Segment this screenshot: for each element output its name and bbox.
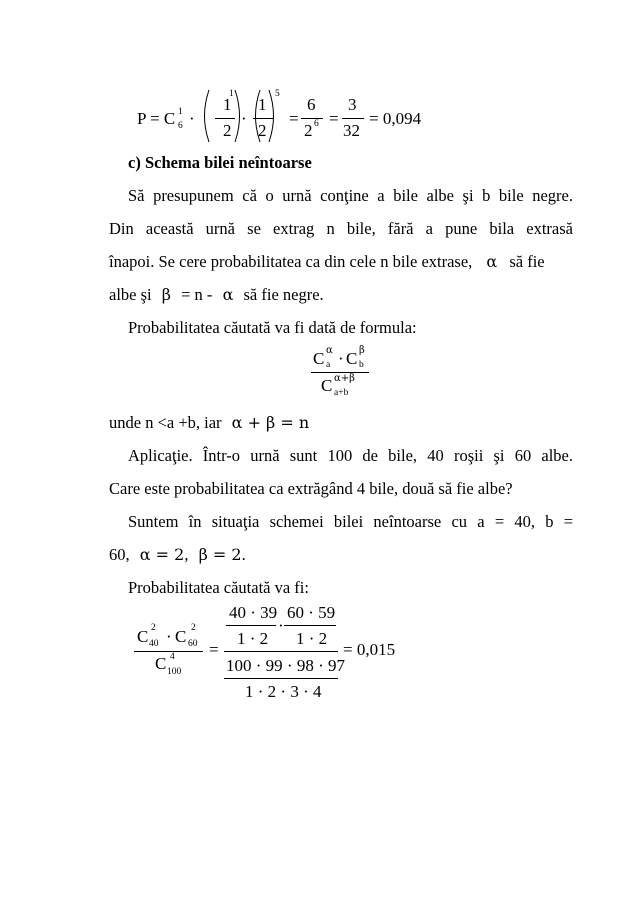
frac2-denominator: 2 — [258, 121, 267, 140]
situation-comma: , — [184, 545, 189, 564]
para1-line1: Să presupunem că o urnă conţine a bile albe şi b bile negre. — [128, 186, 573, 205]
f2-c1-sub: a — [326, 360, 331, 370]
application-line1: Aplicaţie. Într-o urnă sunt 100 de bile, 40 roşii şi 60 albe. — [128, 446, 573, 465]
formula-lhs: P = C — [137, 109, 176, 128]
f3-result: = 0,015 — [343, 640, 396, 659]
frac4-denominator: 32 — [343, 121, 360, 140]
f3-n2-bar — [284, 625, 336, 626]
f3-d-num: 100 · 99 · 98 · 97 — [226, 656, 345, 675]
f3-lhs-bar — [134, 651, 203, 652]
situation-line2-text: 60, — [109, 545, 130, 564]
situation-line2 — [109, 545, 246, 565]
equals-1: = — [289, 109, 299, 128]
frac1-denominator: 2 — [223, 121, 232, 140]
f2-den-c: C — [321, 376, 333, 395]
f3-den-sub: 100 — [167, 667, 182, 677]
frac2-numerator: 1 — [258, 95, 267, 114]
f3-n1-bar — [226, 625, 276, 626]
para2: Probabilitatea căutată va fi dată de formula: — [128, 318, 417, 337]
equals-2: = — [329, 109, 339, 128]
formula1-result: = 0,094 — [369, 109, 422, 128]
f3-c2-sup: 2 — [191, 623, 196, 633]
frac3-denominator-base: 2 — [304, 121, 313, 140]
para3: Probabilitatea căutată va fi: — [128, 578, 309, 597]
f3-n1-den: 1 · 2 — [237, 629, 269, 648]
frac4-bar — [342, 118, 364, 119]
f3-den-c: C — [155, 654, 167, 673]
formula-c-subscript: 6 — [178, 121, 183, 131]
exp1: 1 — [229, 89, 234, 99]
f3-n2-den: 1 · 2 — [296, 629, 328, 648]
f3-c2-sub: 60 — [188, 639, 198, 649]
f3-n-dot: · — [278, 616, 284, 635]
formula-c-superscript: 1 — [178, 107, 183, 117]
beta-symbol: β — [161, 285, 171, 304]
f2-den-sub: a+b — [334, 388, 349, 398]
f2-c2-sup: β — [359, 345, 365, 356]
para1-line2: Din această urnă se extrag n bile, fără a pune bila extrasă — [109, 219, 573, 238]
formula-dot: · — [189, 109, 195, 128]
para1-line3 — [109, 252, 573, 272]
f3-dot: · — [166, 627, 172, 646]
f2-c1-sup: α — [326, 345, 333, 356]
para1-line4-end: să fie negre. — [243, 285, 324, 304]
situation-alpha: α = 2 — [139, 545, 185, 564]
f3-d-den: 1 · 2 · 3 · 4 — [245, 682, 322, 701]
formula-dot-2: · — [241, 109, 247, 128]
f3-n2-num: 60 · 59 — [287, 603, 336, 622]
situation-beta: β = 2 — [198, 545, 242, 564]
application-line2: Care este probabilitatea ca extrăgând 4 bile, două să fie albe? — [109, 479, 513, 498]
frac1-numerator: 1 — [223, 95, 232, 114]
f2-c2-sub: b — [359, 360, 364, 370]
exp2: 5 — [275, 89, 280, 99]
f3-c1-sub: 40 — [149, 639, 159, 649]
f3-d-bar — [224, 678, 338, 679]
f2-c1: C — [313, 349, 325, 368]
alpha-symbol: α — [486, 252, 498, 271]
frac4-numerator: 3 — [348, 95, 357, 114]
f2-dot: · — [338, 349, 344, 368]
condition-expr: α + β = n — [231, 413, 310, 432]
para1-line4-eq: = n - — [181, 285, 213, 304]
para1-line3-end: să fie — [509, 252, 545, 271]
frac3-numerator: 6 — [307, 95, 316, 114]
frac3-denominator-exp: 6 — [314, 119, 319, 129]
para1-line3-text: înapoi. Se cere probabilitatea ca din cele n bile extrase, — [109, 252, 473, 271]
situation-line1: Suntem în situaţia schemei bilei neîntoarse cu a = 40, b = — [128, 512, 573, 531]
f3-n1-num: 40 · 39 — [229, 603, 278, 622]
f2-c2: C — [346, 349, 358, 368]
f3-c1: C — [137, 627, 149, 646]
f3-den-sup: 4 — [170, 652, 175, 662]
condition-line — [109, 413, 309, 433]
f3-main-bar — [224, 651, 338, 652]
frac3-bar — [301, 118, 323, 119]
f3-c2: C — [175, 627, 187, 646]
situation-period: . — [241, 545, 246, 564]
alpha-symbol-2: α — [222, 285, 234, 304]
f3-equals: = — [209, 640, 219, 659]
left-paren-1 — [198, 88, 212, 144]
f3-c1-sup: 2 — [151, 623, 156, 633]
condition-text: unde n <a +b, iar — [109, 413, 222, 432]
section-heading: c) Schema bilei neîntoarse — [128, 153, 312, 172]
para1-line4-text: albe şi — [109, 285, 152, 304]
f2-den-sup: α+β — [334, 373, 355, 384]
para1-line4 — [109, 285, 324, 305]
